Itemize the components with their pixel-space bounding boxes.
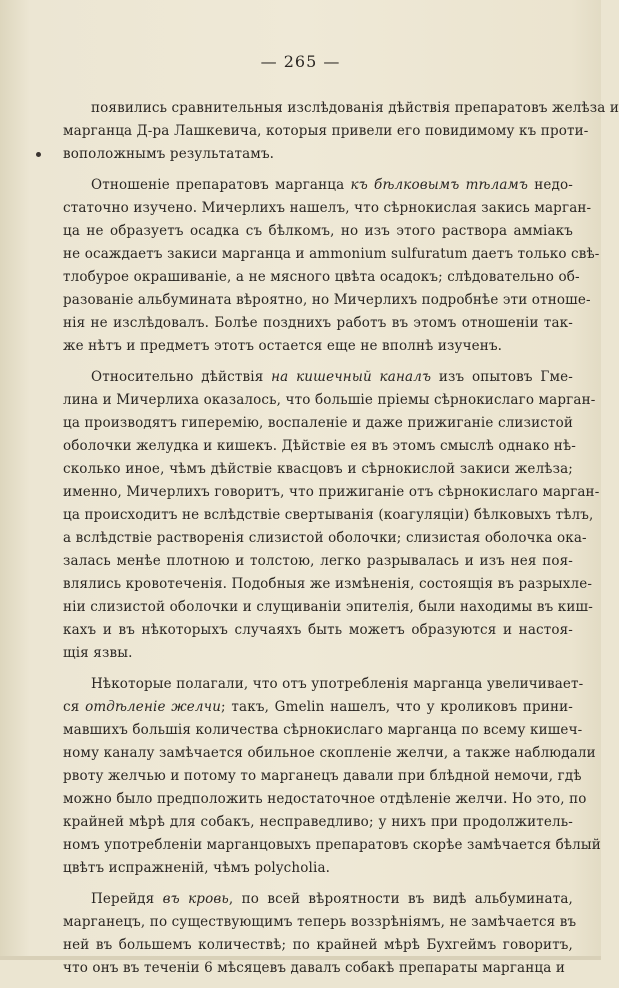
text-line — [63, 742, 596, 765]
text-segment: Относительно дѣйствія — [91, 369, 272, 385]
text-line — [63, 266, 580, 289]
text-line — [63, 243, 600, 266]
text-segment: же нѣтъ и предметъ этотъ остается еще не вполнѣ изученъ. — [63, 338, 503, 354]
text-segment: марганца Д-ра Лашкевича, которыя привели его повидимому къ проти- — [63, 123, 589, 139]
paragraph — [63, 366, 600, 665]
text-line — [63, 619, 573, 642]
text-line — [63, 788, 587, 811]
text-line — [63, 389, 596, 412]
text-segment: воположнымъ результатамъ. — [63, 146, 275, 162]
italic-emphasis: на кишечный каналъ — [271, 369, 432, 385]
text-line — [63, 573, 593, 596]
text-segment: тлобурое окрашиваніе, а не мясного цвѣта осадокъ; слѣдовательно об- — [63, 269, 580, 285]
text-segment: можно было предположить недостаточное отдѣленіе желчи. Но это, по — [63, 791, 587, 807]
text-line — [63, 481, 600, 504]
text-line — [63, 220, 573, 243]
text-segment: марганецъ, по существующимъ теперь воззрѣніямъ, не замѣчается въ — [63, 914, 577, 930]
text-segment: Отношеніе препаратовъ марганца — [91, 177, 351, 193]
text-segment: недо- — [528, 177, 573, 193]
text-line — [63, 312, 573, 335]
page-number: — 265 — — [260, 52, 341, 71]
text-segment: что онъ въ теченіи 6 мѣсяцевъ давалъ собакѣ препараты марганца и — [63, 960, 566, 976]
text-segment: залась менѣе плотною и толстою, легко разрывалась и изъ нея поя- — [63, 553, 573, 569]
text-segment: Нѣкоторые полагали, что отъ употребленія марганца увеличивает- — [91, 676, 584, 692]
text-segment: ; такъ, Gmelin нашелъ, что у кроликовъ прини- — [221, 699, 573, 715]
text-segment: цвѣтъ испражненій, чѣмъ polycholia. — [63, 860, 331, 876]
text-line — [63, 934, 573, 957]
text-line — [63, 197, 592, 220]
text-segment: щія язвы. — [63, 645, 133, 661]
paragraph — [63, 673, 601, 880]
text-line — [63, 596, 593, 619]
text-segment: статочно изучено. Мичерлихъ нашелъ, что сѣрнокислая закись марган- — [63, 200, 592, 216]
text-segment: Перейдя — [91, 891, 163, 907]
text-segment: разованіе альбумината вѣроятно, но Мичерлихъ подробнѣе эти отноше- — [63, 292, 591, 308]
text-segment: появились сравнительныя изслѣдованія дѣйствія препаратовъ желѣза и — [91, 100, 619, 116]
text-line — [63, 504, 594, 527]
text-segment: оболочки желудка и кишекъ. Дѣйствіе ея въ этомъ смыслѣ однако нѣ- — [63, 438, 576, 454]
text-line — [63, 412, 573, 435]
text-line — [63, 458, 573, 481]
text-segment: , по всей вѣроятности въ видѣ альбумината, — [228, 891, 573, 907]
text-segment: сколько иное, чѣмъ дѣйствіе квасцовъ и сѣрнокислой закиси желѣза; — [63, 461, 573, 477]
text-segment: изъ опытовъ Гме- — [431, 369, 573, 385]
text-line — [63, 696, 573, 719]
text-segment: именно, Мичерлихъ говоритъ, что прижиганіе отъ сѣрнокислаго марган- — [63, 484, 600, 500]
text-segment: лина и Мичерлиха оказалось, что большіе пріемы сѣрнокислаго марган- — [63, 392, 596, 408]
text-line — [63, 911, 577, 934]
text-segment: мавшихъ большія количества сѣрнокислаго марганца по всему кишеч- — [63, 722, 583, 738]
text-line — [63, 97, 619, 120]
text-segment: ніи слизистой оболочки и слущиваніи эпителія, были находимы въ киш- — [63, 599, 593, 615]
text-line — [63, 642, 573, 665]
text-segment: ся — [63, 699, 86, 715]
text-line — [63, 366, 573, 389]
text-line — [63, 673, 584, 696]
text-line — [63, 811, 573, 834]
paragraph — [63, 97, 619, 166]
text-line — [63, 765, 582, 788]
text-line — [63, 143, 573, 166]
text-segment: а вслѣдствіе растворенія слизистой оболочки; слизистая оболочка ока- — [63, 530, 587, 546]
text-segment: крайней мѣрѣ для собакъ, несправедливо; у нихъ при продолжитель- — [63, 814, 573, 830]
text-segment: ней въ большемъ количествѣ; по крайней мѣрѣ Бухгеймъ говоритъ, — [63, 937, 573, 953]
italic-emphasis: въ кровь — [162, 891, 229, 907]
paragraph — [63, 174, 600, 358]
text-segment: ца не образуетъ осадка съ бѣлкомъ, но изъ этого раствора аммiакъ — [63, 223, 573, 239]
text-line — [63, 435, 576, 458]
paragraph — [63, 888, 577, 980]
text-line — [63, 335, 573, 358]
text-line — [63, 888, 573, 911]
italic-emphasis: къ бѣлковымъ тѣламъ — [350, 177, 529, 193]
text-line — [63, 174, 573, 197]
text-line — [63, 550, 573, 573]
text-line — [63, 120, 589, 143]
text-segment: ца происходитъ не вслѣдствіе свертыванія (коагуляціи) бѣлковыхъ тѣлъ, — [63, 507, 594, 523]
text-line — [63, 719, 583, 742]
text-line — [63, 857, 573, 880]
italic-emphasis: отдѣленіе желчи — [85, 699, 222, 715]
text-segment: кахъ и въ нѣкоторыхъ случаяхъ быть можетъ образуются и настоя- — [63, 622, 573, 638]
page-bottom-edge — [0, 956, 601, 960]
text-segment: влялись кровотеченія. Подобныя же измѣненія, состоящія въ разрыхле- — [63, 576, 593, 592]
text-line — [63, 289, 591, 312]
text-segment: рвоту желчью и потому то марганецъ давали при блѣдной немочи, гдѣ — [63, 768, 582, 784]
body-text — [63, 97, 619, 988]
text-segment: ца производятъ гиперемію, воспаленіе и даже прижиганіе слизистой — [63, 415, 573, 431]
text-line — [63, 957, 573, 980]
text-segment: не осаждаетъ закиси марганца и ammonium sulfuratum даетъ только свѣ- — [63, 246, 600, 262]
text-line — [63, 834, 601, 857]
text-segment: нія не изслѣдовалъ. Болѣе позднихъ работъ въ этомъ отношеніи так- — [63, 315, 573, 331]
text-segment: номъ употребленіи марганцовыхъ препаратовъ скорѣе замѣчается бѣлый — [63, 837, 601, 853]
text-segment: ному каналу замѣчается обильное скопленіе желчи, а также наблюдали — [63, 745, 596, 761]
margin-dot-mark — [36, 152, 41, 157]
text-line — [63, 527, 587, 550]
